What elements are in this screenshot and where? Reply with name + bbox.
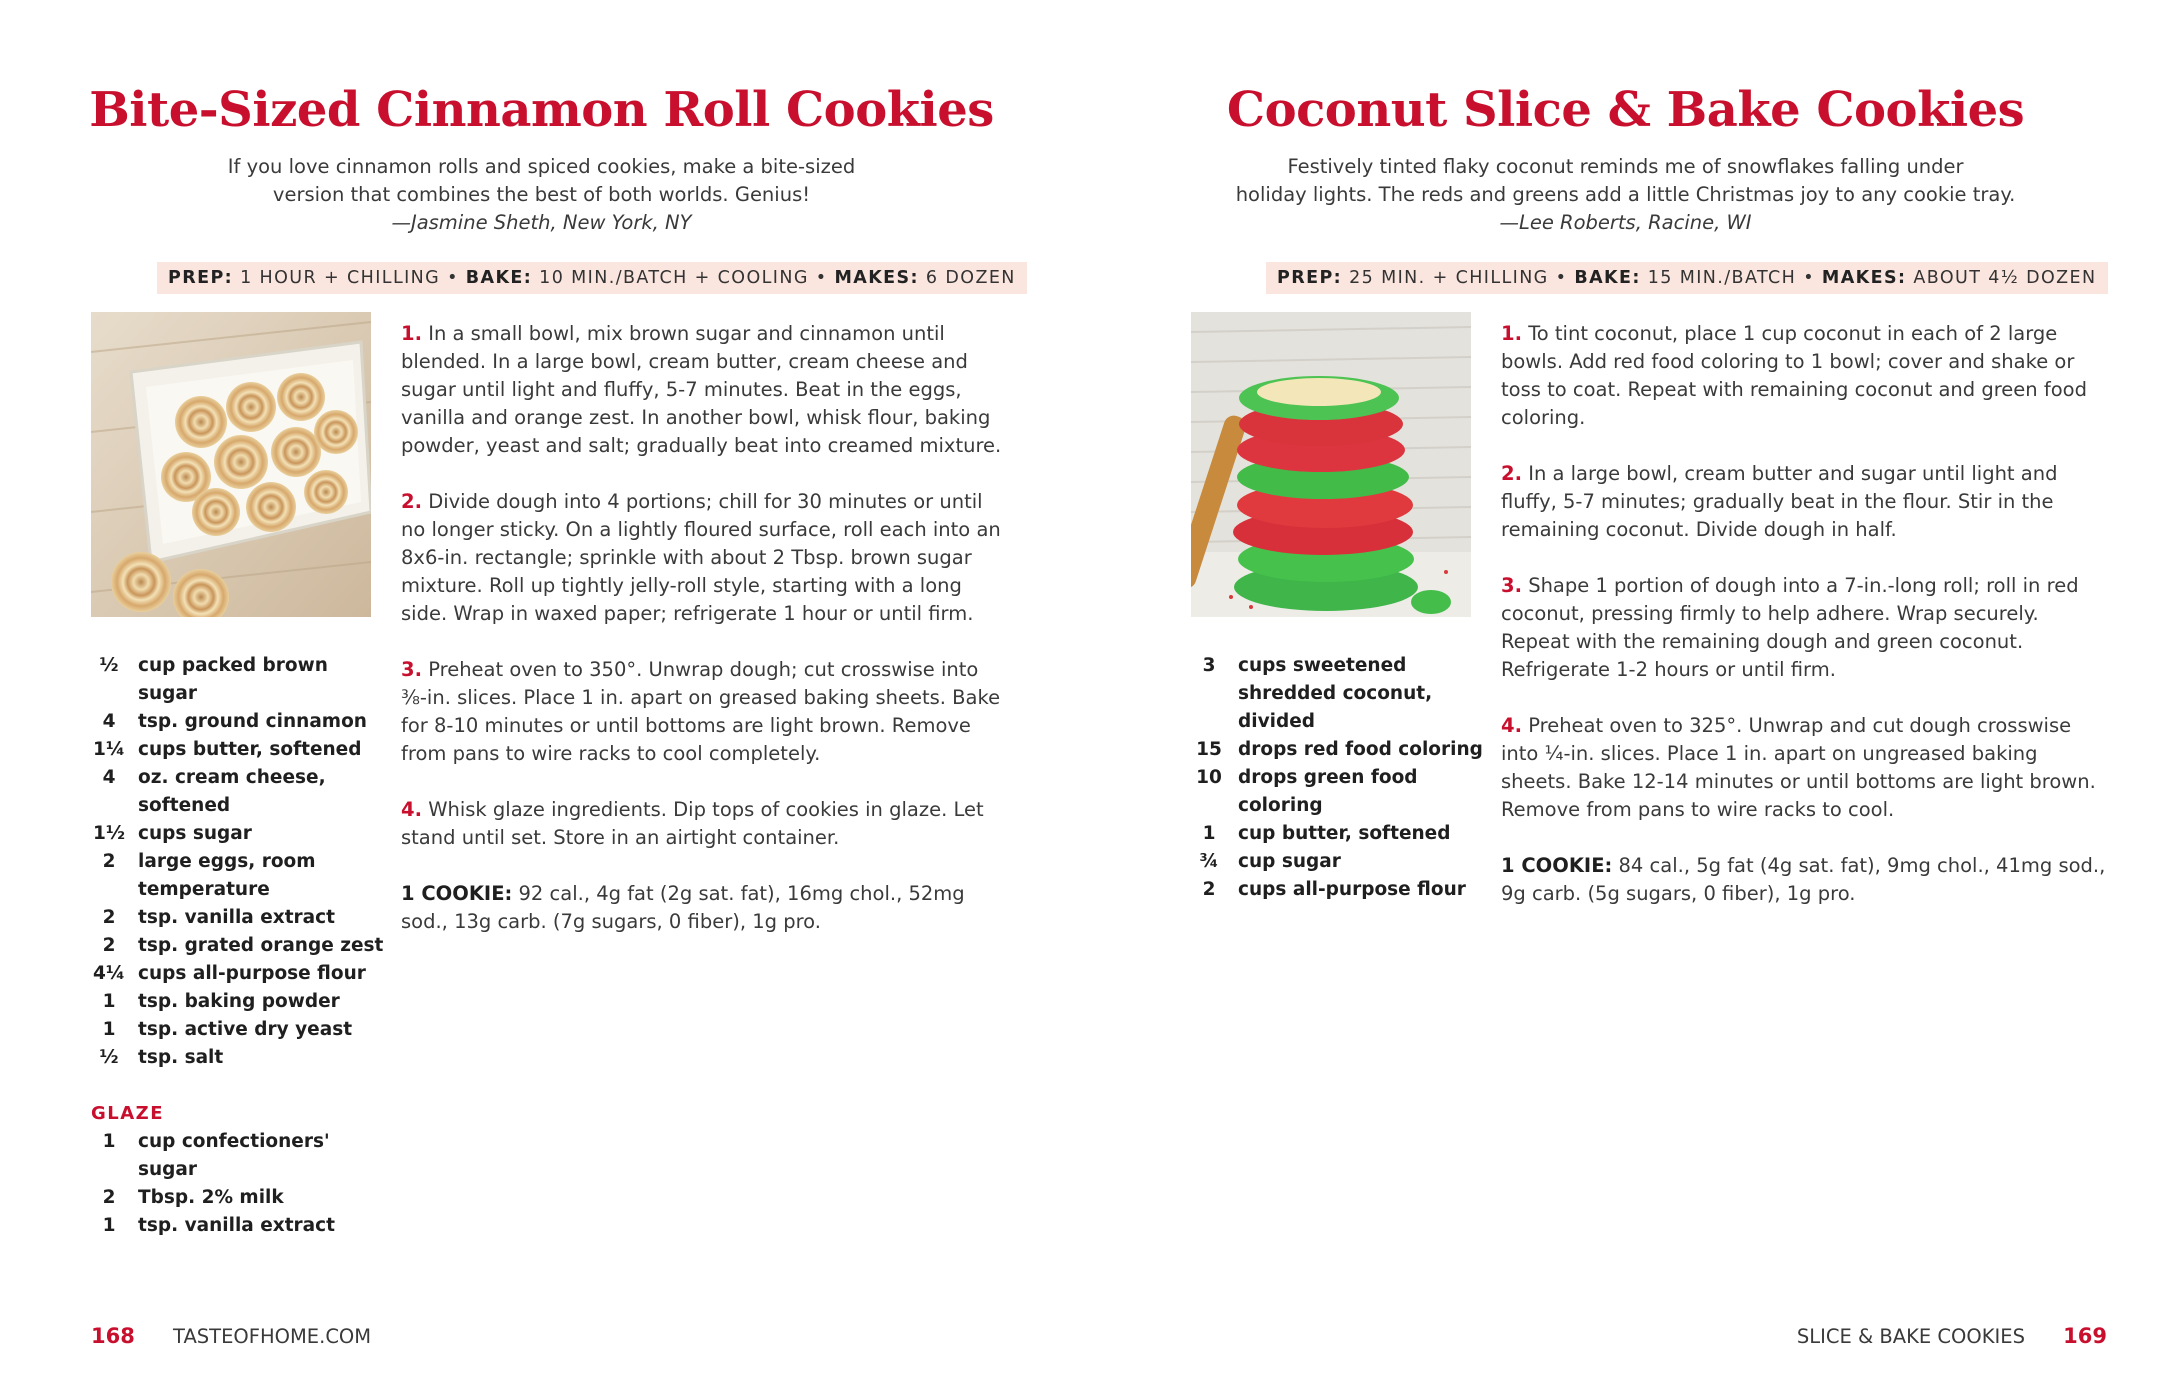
step-text: To tint coconut, place 1 cup coconut in each of 2 large bowls. Add red food coloring to 1 bowl; cover and shake or toss to coat. Repeat with remaining coconut and green food coloring. <box>1501 322 2087 429</box>
ingredient-text: cups butter, softened <box>138 739 362 760</box>
ingredient-quantity: 1 <box>102 991 116 1012</box>
yield: 6 DOZEN <box>925 268 1016 288</box>
ingredient-item <box>91 848 391 904</box>
intro-line: If you love cinnamon rolls and spiced cookies, make a bite-sized <box>227 155 856 178</box>
footer-section: SLICE & BAKE COOKIES <box>1796 1325 2025 1348</box>
direction-step <box>1501 320 2106 432</box>
meta-separator: • <box>1803 268 1815 288</box>
ingredient-quantity: ½ <box>99 1047 119 1068</box>
ingredient-text: oz. cream cheese, softened <box>138 767 326 816</box>
page-footer <box>1797 1322 2107 1351</box>
ingredient-item <box>91 960 391 988</box>
prep-label: PREP: <box>1277 268 1343 288</box>
nutrition-label: 1 COOKIE: <box>1501 854 1613 877</box>
ingredient-text: tsp. ground cinnamon <box>138 711 367 732</box>
ingredient-text: cup confectioners' sugar <box>138 1131 330 1180</box>
ingredient-text: cup packed brown sugar <box>138 655 328 704</box>
ingredient-text: tsp. baking powder <box>138 991 340 1012</box>
direction-step <box>1501 712 2106 824</box>
step-number: 4. <box>401 798 422 821</box>
ingredient-text: cups all-purpose flour <box>138 963 366 984</box>
ingredient-item <box>91 764 391 820</box>
ingredient-text: tsp. grated orange zest <box>138 935 384 956</box>
meta-separator: • <box>447 268 459 288</box>
bake-time: 10 MIN./BATCH + COOLING <box>539 268 809 288</box>
ingredient-item <box>91 988 391 1016</box>
step-text: Preheat oven to 350°. Unwrap dough; cut crosswise into ⅜-in. slices. Place 1 in. apart on greased baking sheets. Bake for 8-10 minutes or until bottoms are light brown. Remove from pans to wire racks to cool completely. <box>401 658 1001 765</box>
nutrition-text: 92 cal., 4g fat (2g sat. fat), 16mg chol., 52mg sod., 13g carb. (7g sugars, 0 fiber), 1g pro. <box>401 882 965 933</box>
ingredient-item <box>91 1212 391 1240</box>
ingredient-quantity: 2 <box>1202 879 1216 900</box>
step-number: 2. <box>401 490 422 513</box>
ingredient-quantity: 1 <box>102 1215 116 1236</box>
ingredient-quantity: 10 <box>1196 767 1222 788</box>
ingredient-text: tsp. active dry yeast <box>138 1019 353 1040</box>
ingredient-item <box>91 932 391 960</box>
makes-label: MAKES: <box>1821 268 1907 288</box>
bake-label: BAKE: <box>465 268 533 288</box>
recipe-intro <box>1084 153 2167 237</box>
step-text: Preheat oven to 325°. Unwrap and cut dough crosswise into ¼-in. slices. Place 1 in. apart on ungreased baking sheets. Bake 12-14 minutes or until bottoms are light brown. Remove from pans to wire racks to cool. <box>1501 714 2096 821</box>
ingredient-item <box>1191 736 1491 764</box>
ingredient-item <box>91 1044 391 1072</box>
ingredient-quantity: 3 <box>1202 655 1216 676</box>
ingredient-item <box>91 1128 391 1184</box>
direction-step <box>1501 572 2106 684</box>
bake-label: BAKE: <box>1574 268 1641 288</box>
direction-step <box>401 488 1006 628</box>
ingredient-quantity: 1 <box>102 1019 116 1040</box>
ingredients-list <box>91 652 391 1240</box>
step-text: In a large bowl, cream butter and sugar until light and fluffy, 5-7 minutes; gradually beat in the flour. Stir in the remaining coconut. Divide dough in half. <box>1501 462 2058 541</box>
coconut-cookies-photo <box>1191 312 1471 617</box>
directions <box>401 320 1006 936</box>
directions <box>1501 320 2106 908</box>
step-number: 1. <box>1501 322 1522 345</box>
recipe-meta-bar <box>157 262 1027 294</box>
step-text: Whisk glaze ingredients. Dip tops of cookies in glaze. Let stand until set. Store in an airtight container. <box>401 798 984 849</box>
ingredient-quantity: 4¼ <box>92 963 126 984</box>
meta-separator: • <box>1555 268 1568 288</box>
ingredient-item <box>1191 848 1491 876</box>
ingredient-item <box>91 1184 391 1212</box>
recipe-title: Coconut Slice & Bake Cookies <box>1226 82 2025 138</box>
ingredient-item <box>91 652 391 708</box>
ingredient-quantity: 2 <box>102 935 116 956</box>
nutrition-facts <box>401 880 1006 936</box>
ingredient-quantity: 2 <box>102 851 116 872</box>
recipe-meta-bar <box>1266 262 2108 294</box>
ingredient-item <box>91 708 391 736</box>
ingredient-text: cups all-purpose flour <box>1238 879 1466 900</box>
direction-step <box>401 796 1006 852</box>
ingredient-text: drops red food coloring <box>1238 739 1483 760</box>
glaze-heading: GLAZE <box>91 1103 165 1124</box>
recipe-author: —Lee Roberts, Racine, WI <box>1499 211 1752 234</box>
ingredient-text: cup sugar <box>1238 851 1341 872</box>
page-number: 168 <box>91 1324 135 1348</box>
ingredient-item <box>91 820 391 848</box>
ingredient-text: cup butter, softened <box>1238 823 1451 844</box>
ingredient-quantity: 2 <box>102 907 116 928</box>
step-text: Divide dough into 4 portions; chill for 30 minutes or until no longer sticky. On a lightly floured surface, roll each into an 8x6-in. rectangle; sprinkle with about 2 Tbsp. brown sugar mixture. Roll up tightly jelly-roll style, starting with a long side. Wrap in waxed paper; refrigerate 1 hour or until firm. <box>401 490 1001 625</box>
step-text: In a small bowl, mix brown sugar and cinnamon until blended. In a large bowl, cream butter, cream cheese and sugar until light and fluffy, 5-7 minutes. Beat in the eggs, vanilla and orange zest. In another bowl, whisk flour, baking powder, yeast and salt; gradually beat into creamed mixture. <box>401 322 1002 457</box>
ingredient-item <box>91 904 391 932</box>
ingredient-item <box>1191 652 1491 736</box>
intro-line: version that combines the best of both worlds. Genius! <box>272 183 811 206</box>
direction-step <box>401 656 1006 768</box>
ingredient-item <box>91 736 391 764</box>
ingredient-item <box>1191 764 1491 820</box>
cinnamon-roll-cookies-photo <box>91 312 371 617</box>
step-number: 1. <box>401 322 422 345</box>
intro-line: Festively tinted flaky coconut reminds me of snowflakes falling under <box>1287 155 1964 178</box>
ingredient-quantity: ½ <box>99 655 119 676</box>
ingredient-quantity: 1 <box>1202 823 1216 844</box>
ingredient-text: drops green food coloring <box>1238 767 1418 816</box>
bake-time: 15 MIN./BATCH <box>1647 268 1797 288</box>
makes-label: MAKES: <box>834 268 919 288</box>
ingredient-quantity: 4 <box>102 767 116 788</box>
recipe-title: Bite-Sized Cinnamon Roll Cookies <box>89 82 994 138</box>
step-number: 3. <box>401 658 422 681</box>
prep-time: 25 MIN. + CHILLING <box>1349 268 1549 288</box>
step-number: 3. <box>1501 574 1522 597</box>
ingredient-quantity: 15 <box>1196 739 1222 760</box>
recipe-author: —Jasmine Sheth, New York, NY <box>391 211 692 234</box>
ingredient-quantity: 4 <box>102 711 116 732</box>
page-footer <box>91 1322 371 1351</box>
intro-line: holiday lights. The reds and greens add a little Christmas joy to any cookie tray. <box>1235 183 2016 206</box>
nutrition-facts <box>1501 852 2106 908</box>
ingredient-text: cups sugar <box>138 823 252 844</box>
ingredients-list <box>1191 652 1491 904</box>
step-number: 2. <box>1501 462 1522 485</box>
yield: ABOUT 4½ DOZEN <box>1913 268 2097 288</box>
prep-label: PREP: <box>168 268 234 288</box>
ingredient-quantity: ¾ <box>1199 851 1219 872</box>
prep-time: 1 HOUR + CHILLING <box>240 268 441 288</box>
ingredient-item <box>91 1016 391 1044</box>
step-text: Shape 1 portion of dough into a 7-in.-long roll; roll in red coconut, pressing firmly to help adhere. Wrap securely. Repeat with the remaining dough and green coconut. Refrigerate 1-2 hours or until firm. <box>1501 574 2079 681</box>
ingredient-text: Tbsp. 2% milk <box>138 1187 284 1208</box>
ingredient-quantity: 2 <box>102 1187 116 1208</box>
ingredient-text: tsp. vanilla extract <box>138 907 335 928</box>
ingredient-quantity: 1½ <box>92 823 126 844</box>
nutrition-text: 84 cal., 5g fat (4g sat. fat), 9mg chol., 41mg sod., 9g carb. (5g sugars, 0 fiber), 1g pro. <box>1501 854 2106 905</box>
left-page <box>0 0 1083 1400</box>
ingredient-quantity: 1¼ <box>92 739 126 760</box>
meta-separator: • <box>815 268 828 288</box>
footer-site: TASTEOFHOME.COM <box>173 1325 372 1348</box>
ingredient-text: tsp. vanilla extract <box>138 1215 335 1236</box>
ingredient-quantity: 1 <box>102 1131 116 1152</box>
ingredient-text: tsp. salt <box>138 1047 224 1068</box>
right-page <box>1084 0 2167 1400</box>
ingredient-text: cups sweetened shredded coconut, divided <box>1238 655 1433 732</box>
page-number: 169 <box>2063 1324 2107 1348</box>
recipe-intro <box>0 153 1083 237</box>
direction-step <box>401 320 1006 460</box>
ingredient-text: large eggs, room temperature <box>138 851 316 900</box>
step-number: 4. <box>1501 714 1522 737</box>
nutrition-label: 1 COOKIE: <box>401 882 513 905</box>
direction-step <box>1501 460 2106 544</box>
ingredient-item <box>1191 876 1491 904</box>
ingredient-item <box>1191 820 1491 848</box>
